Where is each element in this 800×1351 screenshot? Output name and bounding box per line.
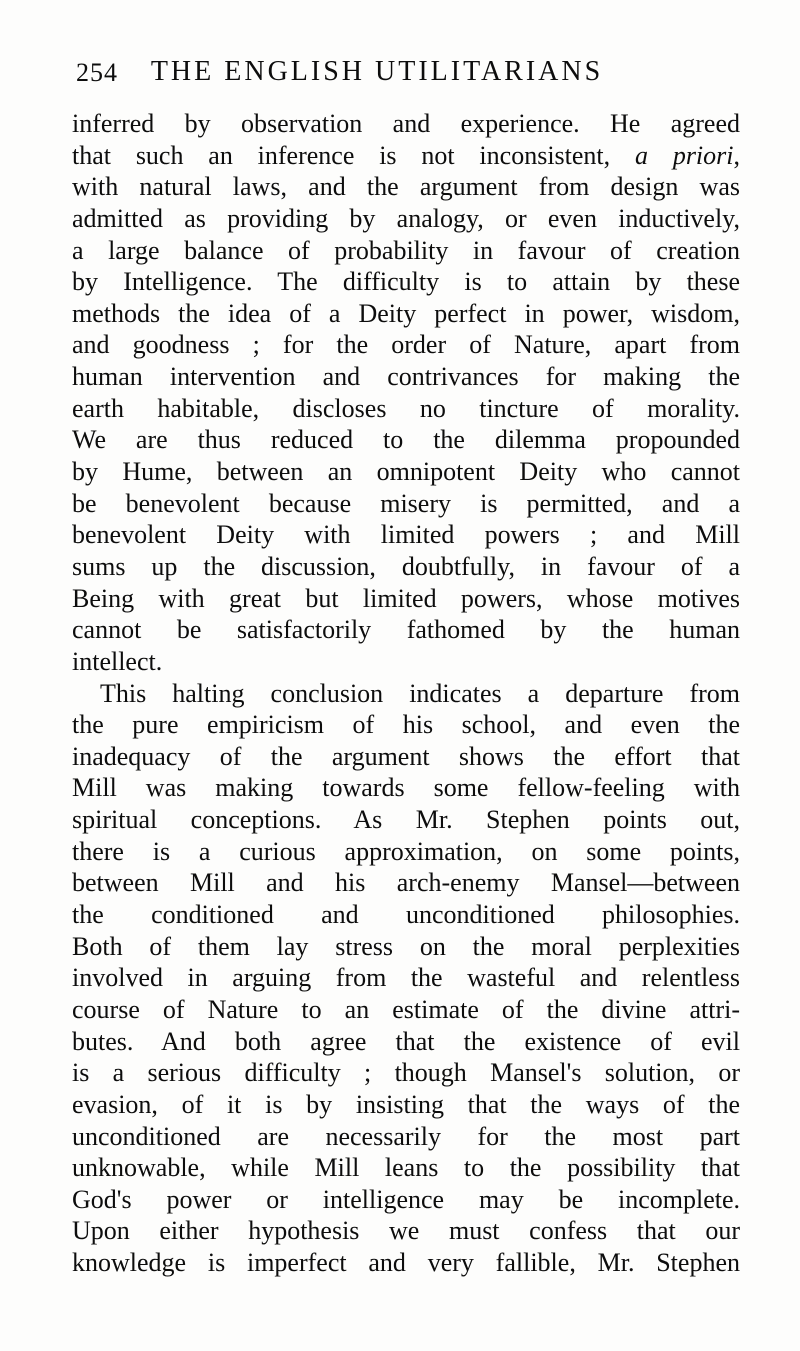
text-line	[72, 899, 740, 931]
text-line	[72, 140, 740, 172]
text-line	[72, 1215, 740, 1247]
text-segment: inferred by observation and experience. He agreed	[72, 109, 740, 138]
text-segment: benevolent Deity with limited powers ; and Mill	[72, 520, 740, 550]
text-line	[72, 1121, 740, 1153]
text-line	[72, 614, 740, 646]
text-segment: sums up the discussion, doubtfully, in favour of a	[72, 551, 740, 581]
text-line	[72, 583, 740, 615]
text-line	[72, 456, 740, 488]
text-line	[72, 329, 740, 361]
text-line	[72, 108, 740, 140]
text-segment: there is a curious approximation, on some points,	[72, 836, 740, 866]
text-segment: admitted as providing by analogy, or even inductively,	[72, 203, 740, 233]
text-segment: the pure empiricism of his school, and even the	[72, 710, 740, 740]
text-segment: unknowable, while Mill leans to the possibility that	[72, 1153, 740, 1183]
text-line	[72, 994, 740, 1026]
text-block	[72, 108, 740, 1279]
text-segment: methods the idea of a Deity perfect in power, wisdom,	[72, 298, 740, 328]
text-segment: Upon either hypothesis we must confess that our	[72, 1216, 740, 1246]
text-segment: spiritual conceptions. As Mr. Stephen points out,	[72, 805, 740, 835]
text-segment: human intervention and contrivances for making the	[72, 362, 740, 392]
text-segment: that such an inference is not inconsistent,	[72, 140, 635, 170]
text-line	[72, 931, 740, 963]
text-segment: Mill was making towards some fellow-feeling with	[72, 773, 740, 803]
text-line	[72, 488, 740, 520]
text-segment: Being with great but limited powers, whose motives	[72, 583, 740, 613]
paragraph	[72, 678, 740, 1279]
text-segment: This halting conclusion indicates a departure from	[100, 678, 740, 708]
text-line	[72, 171, 740, 203]
text-line	[72, 551, 740, 583]
text-line	[72, 962, 740, 994]
text-segment: be benevolent because misery is permitted, and a	[72, 488, 740, 518]
running-title: THE ENGLISH UTILITARIANS	[150, 56, 604, 87]
text-line	[72, 298, 740, 330]
text-line	[72, 867, 740, 899]
paragraph	[72, 108, 740, 678]
text-segment: involved in arguing from the wasteful and relentless	[72, 963, 740, 993]
text-segment: evasion, of it is by insisting that the ways of the	[72, 1089, 740, 1119]
text-segment: inadequacy of the argument shows the effort that	[72, 741, 740, 771]
text-segment: between Mill and his arch-enemy Mansel—between	[72, 868, 740, 898]
text-segment: course of Nature to an estimate of the divine attri-	[72, 994, 740, 1024]
text-segment: ,	[733, 140, 740, 170]
text-segment: We are thus reduced to the dilemma propounded	[72, 425, 740, 455]
text-line	[72, 1247, 740, 1279]
italic-phrase: a priori	[634, 140, 734, 170]
text-segment: is a serious difficulty ; though Mansel's solution, or	[72, 1058, 740, 1088]
text-segment: and goodness ; for the order of Nature, apart from	[72, 330, 740, 360]
text-segment: knowledge is imperfect and very fallible, Mr. Stephen	[72, 1248, 740, 1278]
text-line	[72, 266, 740, 298]
text-line	[72, 804, 740, 836]
text-segment: by Hume, between an omnipotent Deity who cannot	[72, 457, 740, 487]
text-line	[72, 836, 740, 868]
text-segment: with natural laws, and the argument from design was	[72, 172, 740, 202]
text-line	[72, 424, 740, 456]
text-segment: butes. And both agree that the existence of evil	[72, 1026, 740, 1056]
text-segment: Both of them lay stress on the moral perplexities	[72, 931, 740, 961]
text-segment: by Intelligence. The difficulty is to attain by these	[72, 267, 740, 297]
text-line	[72, 772, 740, 804]
text-segment: cannot be satisfactorily fathomed by the human	[72, 615, 740, 645]
text-line	[72, 646, 740, 678]
text-segment: God's power or intelligence may be incomplete.	[72, 1184, 740, 1214]
text-segment: the conditioned and unconditioned philosophies.	[72, 900, 740, 930]
page-number: 254	[76, 58, 118, 87]
text-segment: intellect.	[72, 646, 163, 676]
text-line	[72, 1152, 740, 1184]
text-line	[72, 519, 740, 551]
text-line	[72, 1057, 740, 1089]
text-line	[72, 709, 740, 741]
text-line	[72, 741, 740, 773]
text-line	[72, 1026, 740, 1058]
text-line	[72, 235, 740, 267]
text-line	[72, 678, 740, 710]
text-line	[72, 1184, 740, 1216]
text-segment: a large balance of probability in favour of creation	[72, 235, 740, 265]
text-line	[72, 1089, 740, 1121]
text-line	[72, 393, 740, 425]
text-segment: unconditioned are necessarily for the most part	[72, 1121, 740, 1151]
text-segment: earth habitable, discloses no tincture of morality.	[72, 393, 740, 423]
text-line	[72, 203, 740, 235]
text-line	[72, 361, 740, 393]
